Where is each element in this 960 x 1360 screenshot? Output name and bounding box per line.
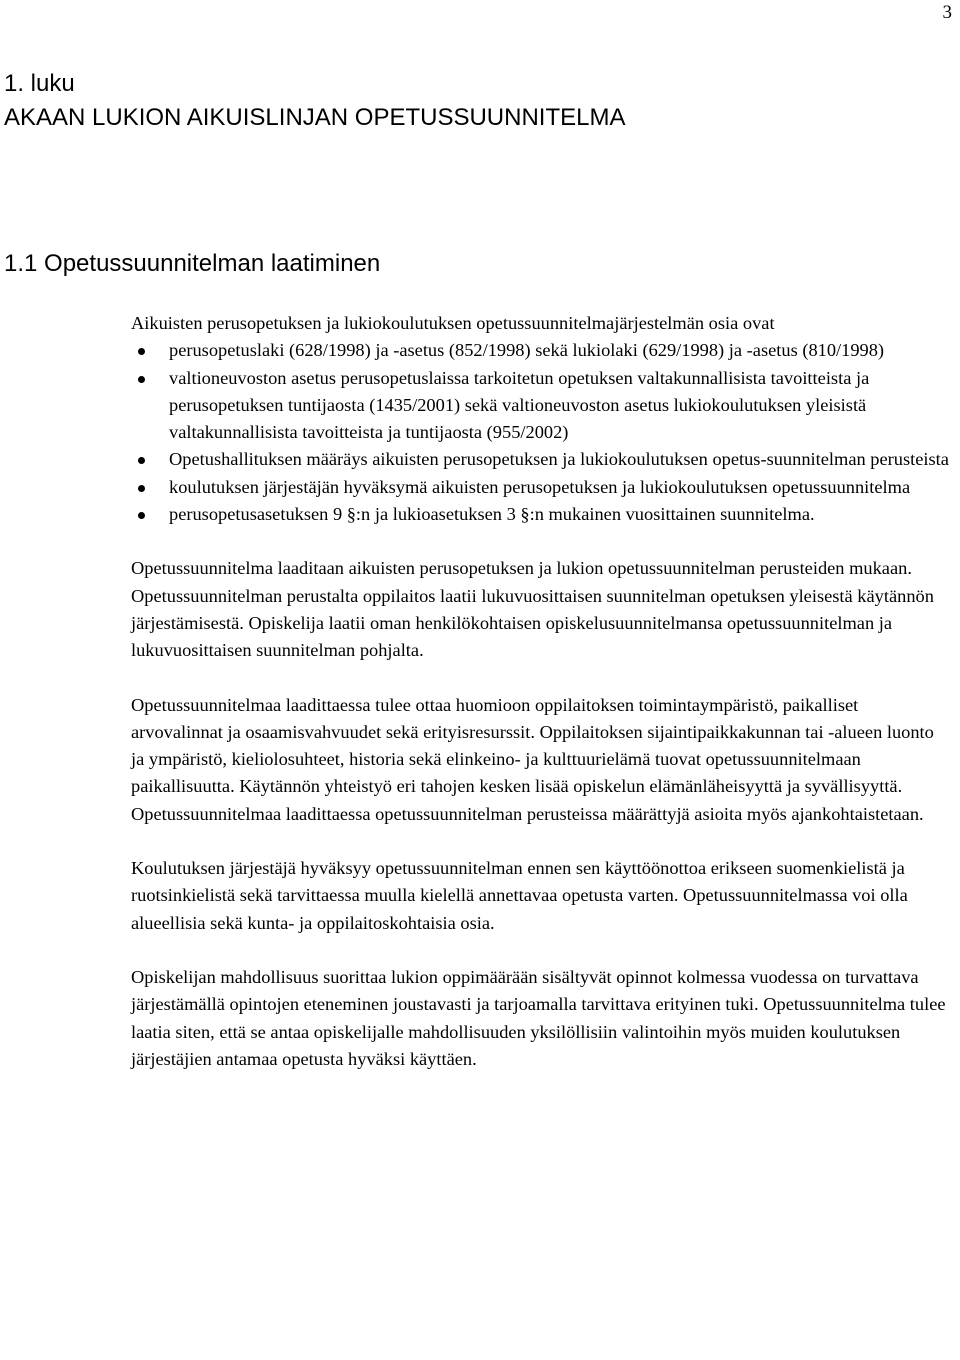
list-item-text: Opetushallituksen määräys aikuisten perusopetuksen ja lukiokoulutuksen opetus-suunnitelman perusteista bbox=[169, 449, 949, 470]
list-item-text: valtioneuvoston asetus perusopetuslaissa tarkoitetun opetuksen valtakunnallisista tavoitteista ja perusopetuksen tuntijaosta (1435/2001) sekä valtioneuvoston asetus lukiokoulutuksen yleisistä valtakunnallisista tavoitteista ja tuntijaosta (955/2002) bbox=[169, 367, 870, 443]
list-item bbox=[131, 501, 949, 528]
paragraph-curriculum-basis: Opetussuunnitelma laaditaan aikuisten perusopetuksen ja lukion opetussuunnitelman perusteiden mukaan. Opetussuunnitelman perustalta oppilaitos laatii lukuvuosittaisen suunnitelman opetuksen yleisestä käytännön järjestämisestä. Opiskelija laatii oman henkilökohtaisen opiskelusuunnitelmansa opetussuunnitelman ja lukuvuosittaisen suunnitelman pohjalta. bbox=[131, 558, 934, 661]
paragraph-approval: Koulutuksen järjestäjä hyväksyy opetussuunnitelman ennen sen käyttöönottoa erikseen suomenkielistä ja ruotsinkielistä sekä tarvittaessa muulla kielellä annettavaa opetusta varten. Opetussuunnitelmassa voi olla alueellisia sekä kunta- ja oppilaitoskohtaisia osia. bbox=[131, 858, 908, 933]
body-text bbox=[131, 310, 949, 1073]
bullet-icon bbox=[138, 512, 145, 519]
page-number: 3 bbox=[942, 2, 952, 23]
bullet-icon bbox=[138, 348, 145, 355]
chapter-heading bbox=[4, 67, 625, 135]
intro-paragraph: Aikuisten perusopetuksen ja lukiokoulutuksen opetussuunnitelmajärjestelmän osia ovat bbox=[131, 313, 775, 333]
list-item-text: perusopetuslaki (628/1998) ja -asetus (852/1998) sekä lukiolaki (629/1998) ja -asetus (810/1998) bbox=[169, 340, 885, 361]
chapter-title: AKAAN LUKION AIKUISLINJAN OPETUSSUUNNITELMA bbox=[4, 104, 626, 131]
list-item bbox=[131, 365, 949, 447]
list-item bbox=[131, 474, 949, 501]
bullet-icon bbox=[138, 376, 145, 383]
paragraph-environment: Opetussuunnitelmaa laadittaessa tulee ottaa huomioon oppilaitoksen toimintaympäristö, paikalliset arvovalinnat ja osaamisvahvuudet sekä erityisresurssit. Oppilaitoksen sijaintipaikkakunnan tai -alueen luonto ja ympäristö, kieliolosuhteet, historia sekä elinkeino- ja kulttuurielämä tuovat opetussuunnitelmaan paikallisuutta. Käytännön yhteistyö eri tahojen kesken lisää opiskelun elämänläheisyyttä ja syvällisyyttä. Opetussuunnitelmaa laadittaessa opetussuunnitelman perusteissa määrättyjä asioita myös ajankohtaistetaan. bbox=[131, 694, 934, 824]
paragraph-student-opportunity: Opiskelijan mahdollisuus suorittaa lukion oppimäärään sisältyvät opinnot kolmessa vuodessa on turvattava järjestämällä opintojen eteneminen joustavasti ja tarjoamalla tarvittava erityinen tuki. Opetussuunnitelma tulee laatia siten, että se antaa opiskelijalle mahdollisuuden yksilöllisiin valintoihin myös muiden koulutuksen järjestäjien antamaa opetusta hyväksi käyttäen. bbox=[131, 966, 946, 1069]
bullet-icon bbox=[138, 457, 145, 464]
section-heading: 1.1 Opetussuunnitelman laatiminen bbox=[4, 250, 381, 277]
list-item bbox=[131, 446, 949, 473]
bullet-icon bbox=[138, 485, 145, 492]
list-item bbox=[131, 337, 949, 364]
list-item-text: perusopetusasetuksen 9 §:n ja lukioasetuksen 3 §:n mukainen vuosittainen suunnitelma. bbox=[169, 504, 815, 525]
legislation-list bbox=[131, 337, 949, 528]
list-item-text: koulutuksen järjestäjän hyväksymä aikuisten perusopetuksen ja lukiokoulutuksen opetussuunnitelma bbox=[169, 476, 911, 497]
chapter-number: 1. luku bbox=[4, 70, 75, 97]
